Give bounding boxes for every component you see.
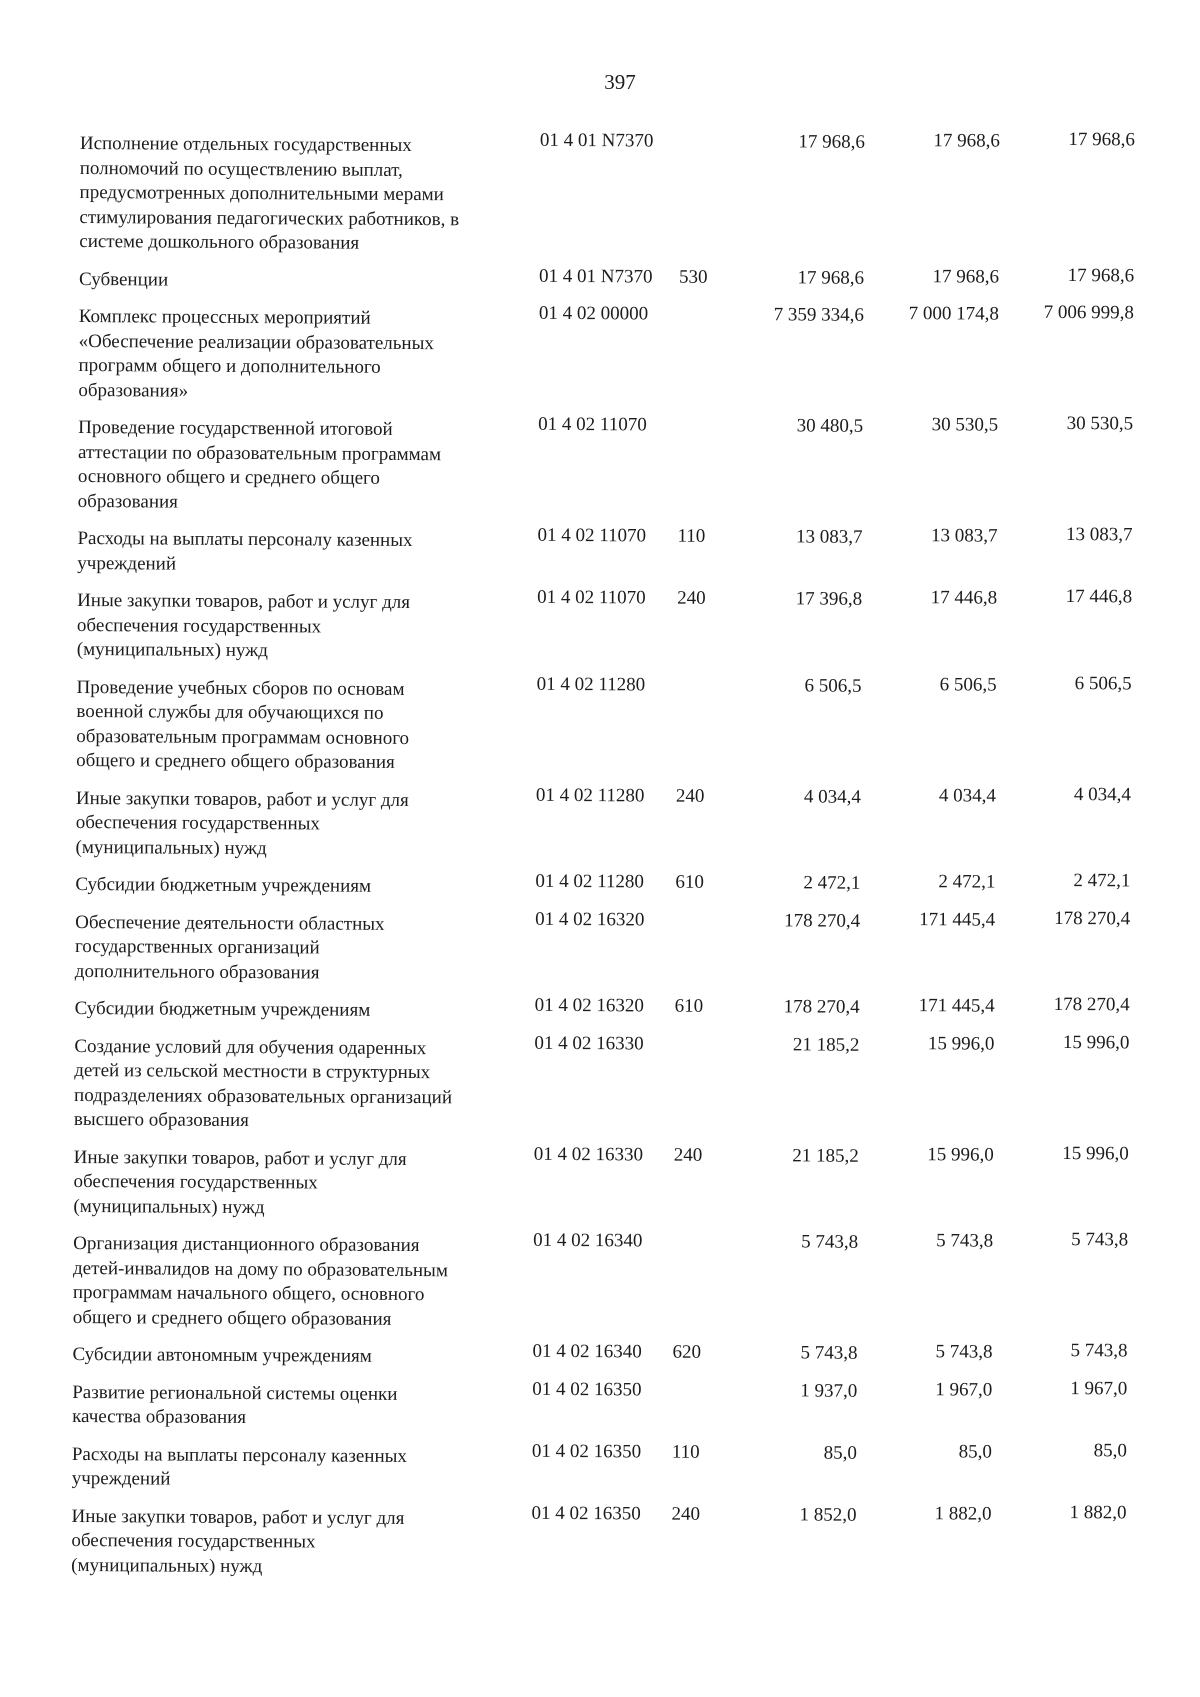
target-article-code-cell: 01 4 02 16340 <box>533 1229 643 1252</box>
amount-year-1-cell: 5 743,8 <box>801 1231 859 1253</box>
expense-name-cell: Проведение государственной итоговой аттестации по образовательным программам основного общего и среднего общего образования <box>77 416 442 513</box>
expense-type-code-cell: 610 <box>675 871 704 893</box>
amount-year-2-cell: 7 000 174,8 <box>908 303 999 325</box>
amount-year-1-cell: 1 852,0 <box>799 1503 857 1526</box>
table-row <box>75 904 1155 990</box>
table-row <box>72 1374 1152 1436</box>
amount-year-1-cell: 21 185,2 <box>792 1144 859 1167</box>
amount-year-3-cell: 178 270,4 <box>1054 907 1131 929</box>
amount-year-3-cell: 15 996,0 <box>1062 1142 1129 1164</box>
amount-year-3-cell: 17 968,6 <box>1067 264 1135 286</box>
target-article-code-cell: 01 4 02 11280 <box>535 870 645 893</box>
target-article-code-cell: 01 4 02 11070 <box>537 524 647 547</box>
amount-year-1-cell: 21 185,2 <box>792 1033 860 1056</box>
amount-year-2-cell: 17 968,6 <box>932 265 1000 288</box>
table-row <box>79 261 1159 298</box>
amount-year-2-cell: 1 882,0 <box>934 1502 992 1525</box>
amount-year-3-cell: 4 034,4 <box>1073 783 1132 805</box>
target-article-code-cell: 01 4 02 16330 <box>533 1143 644 1165</box>
expense-type-code-cell: 110 <box>671 1441 700 1463</box>
amount-year-3-cell: 6 506,5 <box>1074 672 1132 694</box>
amount-year-2-cell: 2 472,1 <box>938 871 996 893</box>
target-article-code-cell: 01 4 02 16350 <box>531 1502 641 1524</box>
expense-name-cell: Субсидии бюджетным учреждениям <box>75 873 372 897</box>
expense-type-code-cell: 530 <box>679 266 708 288</box>
amount-year-1-cell: 85,0 <box>823 1442 857 1464</box>
amount-year-1-cell: 17 968,6 <box>797 266 865 289</box>
amount-year-3-cell: 5 743,8 <box>1071 1229 1129 1251</box>
amount-year-2-cell: 30 530,5 <box>931 414 999 436</box>
expense-type-code-cell: 240 <box>671 1503 701 1525</box>
amount-year-3-cell: 17 446,8 <box>1065 586 1133 608</box>
page-number: 397 <box>604 70 636 94</box>
expense-type-code-cell: 620 <box>672 1341 702 1363</box>
amount-year-2-cell: 171 445,4 <box>918 995 995 1017</box>
amount-year-2-cell: 85,0 <box>958 1440 992 1463</box>
expense-name-cell: Иные закупки товаров, работ и услуг для обеспечения государственных (муниципальных) нужд <box>73 1146 407 1218</box>
expense-name-cell: Развитие региональной системы оценки качества образования <box>72 1381 398 1429</box>
expense-name-cell: Расходы на выплаты персоналу казенных учреждений <box>71 1443 407 1490</box>
expense-type-code-cell: 110 <box>677 525 706 547</box>
table-row <box>78 410 1159 521</box>
table-row <box>72 1436 1152 1498</box>
table-row <box>77 583 1157 669</box>
amount-year-1-cell: 17 968,6 <box>798 131 865 153</box>
amount-year-1-cell: 1 937,0 <box>800 1379 858 1402</box>
amount-year-3-cell: 5 743,8 <box>1070 1340 1128 1362</box>
amount-year-1-cell: 178 270,4 <box>783 996 860 1018</box>
table-row <box>74 1028 1155 1139</box>
amount-year-1-cell: 178 270,4 <box>784 909 861 932</box>
amount-year-3-cell: 7 006 999,8 <box>1043 301 1134 324</box>
amount-year-1-cell: 7 359 334,6 <box>773 304 864 326</box>
amount-year-3-cell: 1 882,0 <box>1069 1501 1127 1523</box>
amount-year-2-cell: 5 743,8 <box>935 1341 993 1363</box>
amount-year-3-cell: 30 530,5 <box>1066 413 1134 435</box>
budget-table <box>71 126 1160 1592</box>
target-article-code-cell: 01 4 02 00000 <box>538 302 649 325</box>
target-article-code-cell: 01 4 02 16330 <box>534 1032 644 1054</box>
expense-type-code-cell: 240 <box>677 587 706 609</box>
expense-name-cell: Субсидии автономным учреждениям <box>72 1343 372 1367</box>
amount-year-2-cell: 6 506,5 <box>939 673 997 696</box>
amount-year-3-cell: 1 967,0 <box>1070 1377 1128 1399</box>
table-row <box>75 991 1155 1028</box>
expense-name-cell: Создание условий для обучения одаренных детей из сельской местности в структурных подразделениях образовательных организаций высшего образования <box>73 1035 453 1132</box>
amount-year-1-cell: 13 083,7 <box>795 526 863 548</box>
amount-year-2-cell: 4 034,4 <box>938 784 996 807</box>
expense-name-cell: Организация дистанционного образования детей-инвалидов на дому по образовательным программам начального общего, основного общего и среднего общего образования <box>72 1232 448 1330</box>
table-row <box>77 521 1157 583</box>
amount-year-1-cell: 4 034,4 <box>803 785 861 808</box>
expense-name-cell: Субвенции <box>79 268 169 291</box>
target-article-code-cell: 01 4 02 11070 <box>538 413 647 436</box>
target-article-code-cell: 01 4 02 16350 <box>532 1378 642 1400</box>
amount-year-2-cell: 17 446,8 <box>930 587 998 609</box>
table-row <box>76 669 1157 780</box>
amount-year-1-cell: 5 743,8 <box>800 1342 858 1364</box>
amount-year-2-cell: 1 967,0 <box>935 1378 993 1401</box>
target-article-code-cell: 01 4 02 16320 <box>534 994 644 1017</box>
amount-year-2-cell: 15 996,0 <box>927 1032 995 1055</box>
amount-year-2-cell: 15 996,0 <box>927 1143 994 1166</box>
expense-name-cell: Обеспечение деятельности областных государственных организаций дополнительного образования <box>74 911 385 983</box>
target-article-code-cell: 01 4 02 11280 <box>535 784 645 806</box>
expense-name-cell: Проведение учебных сборов по основам военной службы для обучающихся по образовательным программам основного общего и среднего общего образования <box>76 676 410 773</box>
table-row <box>75 867 1155 904</box>
amount-year-2-cell: 5 743,8 <box>936 1230 994 1252</box>
amount-year-3-cell: 17 968,6 <box>1068 129 1135 151</box>
amount-year-2-cell: 13 083,7 <box>930 525 998 547</box>
target-article-code-cell: 01 4 02 16320 <box>535 908 645 930</box>
target-article-code-cell: 01 4 01 N7370 <box>539 129 654 152</box>
expense-name-cell: Иные закупки товаров, работ и услуг для обеспечения государственных (муниципальных) нужд <box>75 787 409 859</box>
expense-name-cell: Субсидии бюджетным учреждениям <box>74 997 371 1021</box>
amount-year-1-cell: 6 506,5 <box>804 674 862 697</box>
amount-year-1-cell: 2 472,1 <box>803 872 861 894</box>
amount-year-2-cell: 171 445,4 <box>919 908 996 931</box>
table-row <box>71 1498 1151 1584</box>
expense-name-cell: Иные закупки товаров, работ и услуг для обеспечения государственных (муниципальных) нужд <box>71 1505 405 1577</box>
target-article-code-cell: 01 4 01 N7370 <box>539 265 653 288</box>
amount-year-1-cell: 30 480,5 <box>796 415 864 437</box>
table-row <box>73 1226 1154 1337</box>
amount-year-1-cell: 17 396,8 <box>795 588 863 610</box>
target-article-code-cell: 01 4 02 16350 <box>531 1440 642 1462</box>
table-row <box>78 299 1159 410</box>
target-article-code-cell: 01 4 02 11070 <box>537 586 646 609</box>
target-article-code-cell: 01 4 02 16340 <box>532 1340 642 1363</box>
target-article-code-cell: 01 4 02 11280 <box>536 673 646 695</box>
expense-name-cell: Иные закупки товаров, работ и услуг для обеспечения государственных (муниципальных) нужд <box>76 589 411 662</box>
expense-type-code-cell: 240 <box>673 1144 703 1166</box>
expense-type-code-cell: 240 <box>675 785 705 807</box>
amount-year-3-cell: 13 083,7 <box>1065 524 1133 546</box>
expense-type-code-cell: 610 <box>674 995 704 1017</box>
expense-name-cell: Комплекс процессных мероприятий «Обеспечение реализации образовательных программ общего и дополнительного образования» <box>78 305 434 402</box>
table-row <box>73 1139 1153 1225</box>
amount-year-3-cell: 178 270,4 <box>1053 993 1130 1016</box>
table-row <box>72 1337 1152 1374</box>
amount-year-2-cell: 17 968,6 <box>933 130 1000 152</box>
table-row <box>76 780 1156 866</box>
amount-year-3-cell: 15 996,0 <box>1062 1031 1130 1053</box>
amount-year-3-cell: 2 472,1 <box>1073 870 1131 892</box>
expense-name-cell: Исполнение отдельных государственных полномочий по осуществлению выплат, предусмотренных дополнительными мерами стимулирования педагогических работников, в системе дошкольного образования <box>79 132 460 254</box>
table-row <box>79 126 1160 261</box>
expense-name-cell: Расходы на выплаты персоналу казенных учреждений <box>77 527 413 575</box>
amount-year-3-cell: 85,0 <box>1093 1439 1127 1461</box>
